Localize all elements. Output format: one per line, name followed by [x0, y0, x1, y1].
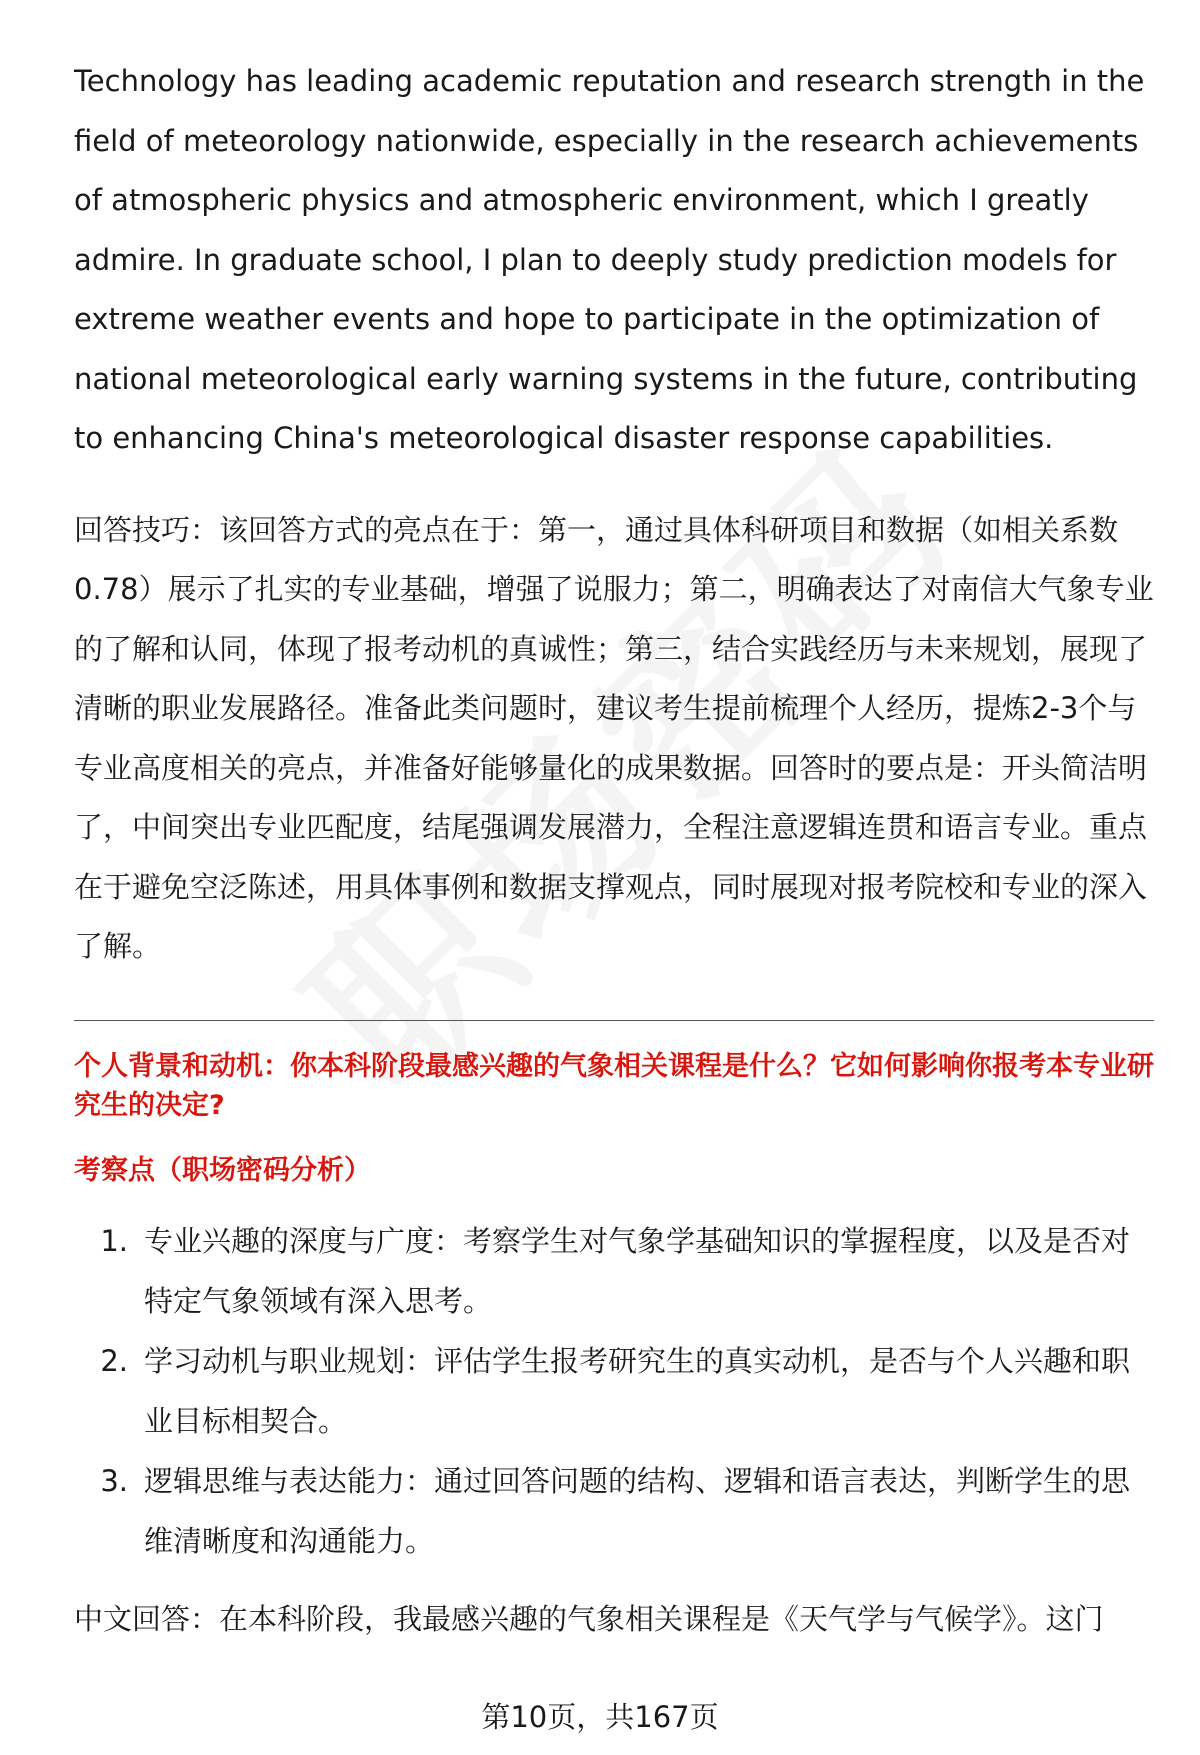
tips-paragraph: [74, 501, 1154, 977]
list-item: [74, 1211, 1154, 1331]
tips-text: 该回答方式的亮点在于：第一，通过具体科研项目和数据（如相关系数0.78）展示了扎实的专业基础，增强了说服力；第二，明确表达了对南信大气象专业的了解和认同，体现了报考动机的真诚性；第三，结合实践经历与未来规划，展现了清晰的职业发展路径。准备此类问题时，建议考生提前梳理个人经历，提炼2-3个与专业高度相关的亮点，并准备好能够量化的成果数据。回答时的要点是：开头简洁明了，中间突出专业匹配度，结尾强调发展潜力，全程注意逻辑连贯和语言专业。重点在于避免空泛陈述，用具体事例和数据支撑观点，同时展现对报考院校和专业的深入了解。: [74, 512, 1154, 963]
list-item-number: 3.: [100, 1463, 128, 1498]
answer-paragraph: [74, 1589, 1154, 1649]
document-body: [74, 52, 1154, 1649]
exam-points-heading: 考察点（职场密码分析）: [74, 1154, 371, 1186]
section-divider: [74, 1020, 1154, 1021]
tips-label: 回答技巧：: [74, 512, 220, 547]
list-item: [74, 1331, 1154, 1451]
list-item-number: 2.: [100, 1343, 128, 1378]
list-item-text: 学习动机与职业规划：评估学生报考研究生的真实动机，是否与个人兴趣和职业目标相契合。: [144, 1343, 1131, 1438]
exam-points-list: [74, 1211, 1154, 1571]
page-number: 第10页，共167页: [481, 1700, 719, 1734]
list-item-text: 逻辑思维与表达能力：通过回答问题的结构、逻辑和语言表达，判断学生的思维清晰度和沟通能力。: [144, 1463, 1131, 1558]
list-item-text: 专业兴趣的深度与广度：考察学生对气象学基础知识的掌握程度，以及是否对特定气象领域有深入思考。: [144, 1223, 1131, 1318]
answer-label: 中文回答：: [74, 1601, 220, 1636]
list-item: [74, 1451, 1154, 1571]
question-heading: 个人背景和动机：你本科阶段最感兴趣的气象相关课程是什么？它如何影响你报考本专业研究生的决定?: [74, 1050, 1154, 1121]
list-item-number: 1.: [100, 1223, 128, 1258]
answer-text: 在本科阶段，我最感兴趣的气象相关课程是《天气学与气候学》。这门: [219, 1601, 1104, 1636]
intro-paragraph: Technology has leading academic reputation and research strength in the field of meteorology nationwide, especially in the research achievements of atmospheric physics and atmospheric environment, which I greatly admire. In graduate school, I plan to deeply study prediction models for extreme weather events and hope to participate in the optimization of national meteorological early warning systems in the future, contributing to enhancing China's meteorological disaster response capabilities.: [74, 64, 1145, 455]
